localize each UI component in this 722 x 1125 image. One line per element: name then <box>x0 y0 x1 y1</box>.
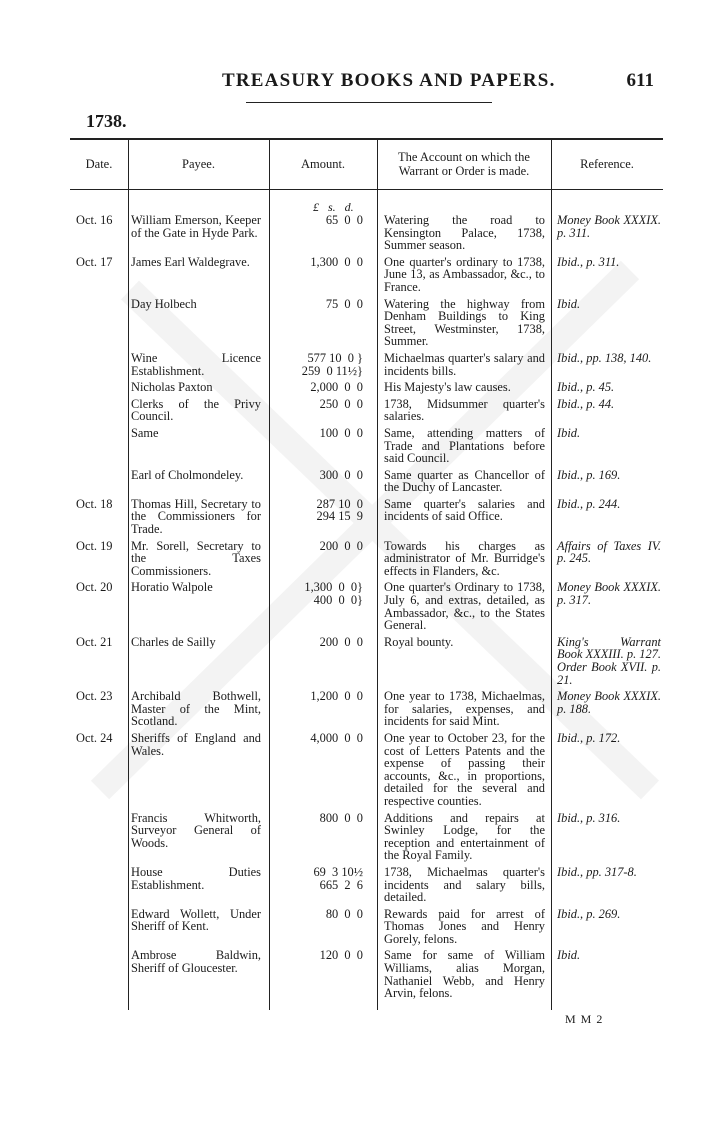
row-reference: Ibid., p. 244. <box>557 496 621 511</box>
row-amount: 4,000 0 0 <box>310 730 363 745</box>
row-payee: Charles de Sailly <box>131 634 216 649</box>
row-account: One quarter's Ordinary to 1738, July 6, and extras, detailed, as Ambassador, &c., to the States General. <box>384 580 545 633</box>
row-amount: 1,300 0 0} 400 0 0} <box>304 580 363 608</box>
table-row <box>70 352 663 377</box>
table-row <box>70 908 663 946</box>
row-reference: Money Book XXXIX. p. 188. <box>557 689 661 716</box>
row-date: Oct. 21 <box>76 634 113 649</box>
row-amount: 80 0 0 <box>325 906 363 921</box>
row-amount: 287 10 0 294 15 9 <box>316 496 363 524</box>
row-date: Oct. 18 <box>76 496 113 511</box>
row-account: Rewards paid for arrest of Thomas Jones and Henry Gorely, felons. <box>384 906 545 946</box>
row-payee: Nicholas Paxton <box>131 380 213 395</box>
row-reference: Ibid., pp. 138, 140. <box>557 350 652 365</box>
running-head <box>0 70 722 94</box>
row-amount: 120 0 0 <box>319 948 363 963</box>
column-header-reference: Reference. <box>580 156 634 171</box>
row-payee: Mr. Sorell, Secretary to the Taxes Commissioners. <box>131 538 261 578</box>
column-header-payee: Payee. <box>182 156 215 171</box>
table-row <box>70 949 663 999</box>
row-reference: Ibid., p. 316. <box>557 810 621 825</box>
table-row <box>70 469 663 494</box>
row-account: Same quarter's salaries and incidents of said Office. <box>384 496 545 524</box>
row-payee: Horatio Walpole <box>131 580 213 595</box>
row-date: Oct. 16 <box>76 213 113 227</box>
row-payee: House Duties Establishment. <box>131 864 261 892</box>
header-rule <box>246 102 492 103</box>
row-account: Same for same of William Williams, alias Morgan, Nathaniel Webb, and Henry Arvin, felons. <box>384 948 545 1001</box>
table-header-rule <box>70 189 663 190</box>
row-reference: Ibid., p. 169. <box>557 467 621 482</box>
row-account: Same quarter as Chancellor of the Duchy of Lancaster. <box>384 467 545 495</box>
table-row <box>70 427 663 465</box>
row-reference: Ibid., p. 45. <box>557 380 615 395</box>
row-amount: 75 0 0 <box>325 296 363 311</box>
row-payee: James Earl Waldegrave. <box>131 254 250 269</box>
row-payee: Wine Licence Establishment. <box>131 350 261 378</box>
row-date: Oct. 20 <box>76 580 113 595</box>
row-payee: Earl of Cholmondeley. <box>131 467 244 482</box>
table-row <box>70 256 663 294</box>
row-account: Additions and repairs at Swinley Lodge, for the reception and entertainment of the Royal Family. <box>384 810 545 863</box>
row-amount: 69 3 10½ 665 2 6 <box>313 864 363 892</box>
page-number: 611 <box>626 70 654 91</box>
row-reference: Ibid., p. 311. <box>557 254 620 269</box>
row-reference: Money Book XXXIX. p. 317. <box>557 580 661 608</box>
row-account: Watering the highway from Denham Buildings to King Street, Westminster, 1738, Summer. <box>384 296 545 349</box>
row-account: Michaelmas quarter's salary and incidents bills. <box>384 350 545 378</box>
row-reference: Ibid., pp. 317-8. <box>557 864 637 879</box>
row-account: One year to 1738, Michaelmas, for salaries, expenses, and incidents for said Mint. <box>384 689 545 729</box>
row-reference: Ibid., p. 172. <box>557 730 621 745</box>
row-amount: 200 0 0 <box>319 538 363 553</box>
column-header-amount: Amount. <box>300 156 346 171</box>
table-body <box>70 214 663 1004</box>
row-payee: Thomas Hill, Secretary to the Commissioners for Trade. <box>131 496 261 537</box>
row-amount: 300 0 0 <box>319 467 363 482</box>
row-payee: Archibald Bothwell, Master of the Mint, Scotland. <box>131 689 261 729</box>
row-reference: Money Book XXXIX. p. 311. <box>557 213 661 240</box>
table-row <box>70 540 663 578</box>
row-payee: William Emerson, Keeper of the Gate in Hyde Park. <box>131 213 261 240</box>
row-reference: Ibid. <box>557 948 581 963</box>
row-reference: King's Warrant Book XXXIII. p. 127. Order Book XVII. p. 21. <box>557 634 661 687</box>
row-reference: Ibid. <box>557 425 581 440</box>
table-row <box>70 298 663 348</box>
row-date: Oct. 23 <box>76 689 113 704</box>
row-account: Watering the road to Kensington Palace, 1738, Summer season. <box>384 213 545 253</box>
table-row <box>70 381 663 394</box>
row-account: One quarter's ordinary to 1738, June 13, as Ambassador, &c., to France. <box>384 254 545 294</box>
year-heading: 1738. <box>86 111 127 131</box>
currency-units: £ s. d. <box>313 200 354 214</box>
table-row <box>70 636 663 686</box>
row-date: Oct. 17 <box>76 254 113 269</box>
table-row <box>70 398 663 423</box>
row-payee: Ambrose Baldwin, Sheriff of Gloucester. <box>131 948 261 976</box>
row-reference: Ibid. <box>557 296 581 311</box>
row-payee: Francis Whitworth, Surveyor General of Woods. <box>131 810 261 850</box>
row-account: Towards his charges as administrator of Mr. Burridge's effects in Flanders, &c. <box>384 538 545 578</box>
table-row <box>70 732 663 808</box>
row-amount: 577 10 0 } 259 0 11½} <box>301 350 363 378</box>
table-row <box>70 214 663 252</box>
table-row <box>70 690 663 728</box>
table-row <box>70 498 663 536</box>
row-amount: 250 0 0 <box>319 396 363 411</box>
table-row <box>70 812 663 862</box>
row-payee: Same <box>131 425 159 440</box>
row-account: Royal bounty. <box>384 634 454 649</box>
row-account: His Majesty's law causes. <box>384 380 511 395</box>
row-reference: Ibid., p. 44. <box>557 396 615 411</box>
row-amount: 1,200 0 0 <box>310 689 363 704</box>
row-payee: Edward Wollett, Under Sheriff of Kent. <box>131 906 261 934</box>
row-payee: Day Holbech <box>131 296 197 311</box>
signature-mark: M M 2 <box>565 1012 604 1026</box>
row-account: One year to October 23, for the cost of Letters Patents and the expense of passing their accounts, &c., in proportions, detailed for the several and respective counties. <box>384 730 545 808</box>
row-amount: 1,300 0 0 <box>310 254 363 269</box>
table-row <box>70 866 663 904</box>
row-account: Same, attending matters of Trade and Plantations before said Council. <box>384 425 545 466</box>
row-reference: Ibid., p. 269. <box>557 906 621 921</box>
table-row <box>70 581 663 631</box>
row-reference: Affairs of Taxes IV. p. 245. <box>557 538 661 566</box>
row-account: 1738, Midsummer quarter's salaries. <box>384 396 545 424</box>
row-amount: 65 0 0 <box>325 213 363 227</box>
running-title: TREASURY BOOKS AND PAPERS. <box>222 70 556 91</box>
column-header-account: The Account on which the Warrant or Order is made. <box>398 149 530 178</box>
row-date: Oct. 19 <box>76 538 113 553</box>
row-amount: 2,000 0 0 <box>310 380 363 395</box>
row-amount: 100 0 0 <box>319 425 363 440</box>
row-amount: 200 0 0 <box>319 634 363 649</box>
row-payee: Clerks of the Privy Council. <box>131 396 261 424</box>
row-amount: 800 0 0 <box>319 810 363 825</box>
row-date: Oct. 24 <box>76 730 113 745</box>
table-header <box>70 138 663 189</box>
row-account: 1738, Michaelmas quarter's incidents and salary bills, detailed. <box>384 864 545 905</box>
column-header-date: Date. <box>85 156 113 171</box>
row-payee: Sheriffs of England and Wales. <box>131 730 261 758</box>
